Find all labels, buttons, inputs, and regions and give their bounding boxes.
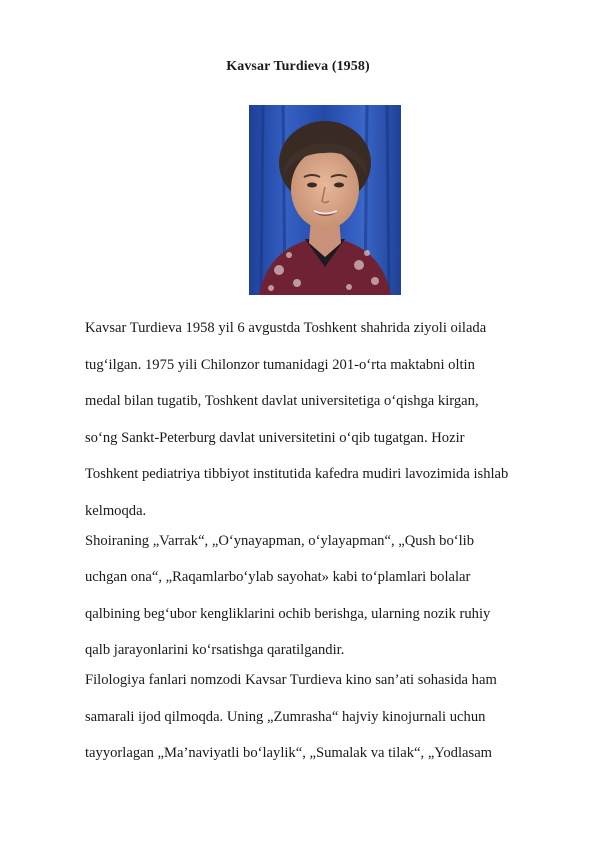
text-line: uchgan ona“, „Raqamlarbo‘ylab sayohat» kabi to‘plamlari bolalar [85,569,471,585]
text-line: medal bilan tugatib, Toshkent davlat universitetiga o‘qishga kirgan, [85,393,479,409]
text-line: Shoiraning „Varrak“, „O‘ynayapman, o‘ylayapman“, „Qush bo‘lib [85,532,475,549]
text-line: Kavsar Turdieva 1958 yil 6 avgustda Toshkent shahrida ziyoli oilada [85,320,487,336]
page-title: Kavsar Turdieva (1958) [226,59,370,74]
portrait-photo [249,105,401,295]
text-line: Filologiya fanlari nomzodi Kavsar Turdieva kino san’ati sohasida ham [85,672,497,688]
biography-text [85,313,565,775]
text-line: kelmoqda. [85,502,147,519]
text-line: samarali ijod qilmoqda. Uning „Zumrasha“ hajviy kinojurnali uchun [85,708,486,725]
text-line: tug‘ilgan. 1975 yili Chilonzor tumanidagi 201-o‘rta maktabni oltin [85,356,475,373]
text-line: qalb jarayonlarini ko‘rsatishga qaratilgandir. [85,642,345,658]
text-line: qalbining beg‘ubor kengliklarini ochib berishga, ularning nozik ruhiy [85,605,491,622]
text-line: so‘ng Sankt-Peterburg davlat universitetini o‘qib tugatgan. Hozir [85,429,465,446]
text-line: tayyorlagan „Ma’naviyatli bo‘laylik“, „Sumalak va tilak“, „Yodlasam [85,745,493,761]
text-line: Toshkent pediatriya tibbiyot institutida kafedra mudiri lavozimida ishlab [85,466,509,482]
